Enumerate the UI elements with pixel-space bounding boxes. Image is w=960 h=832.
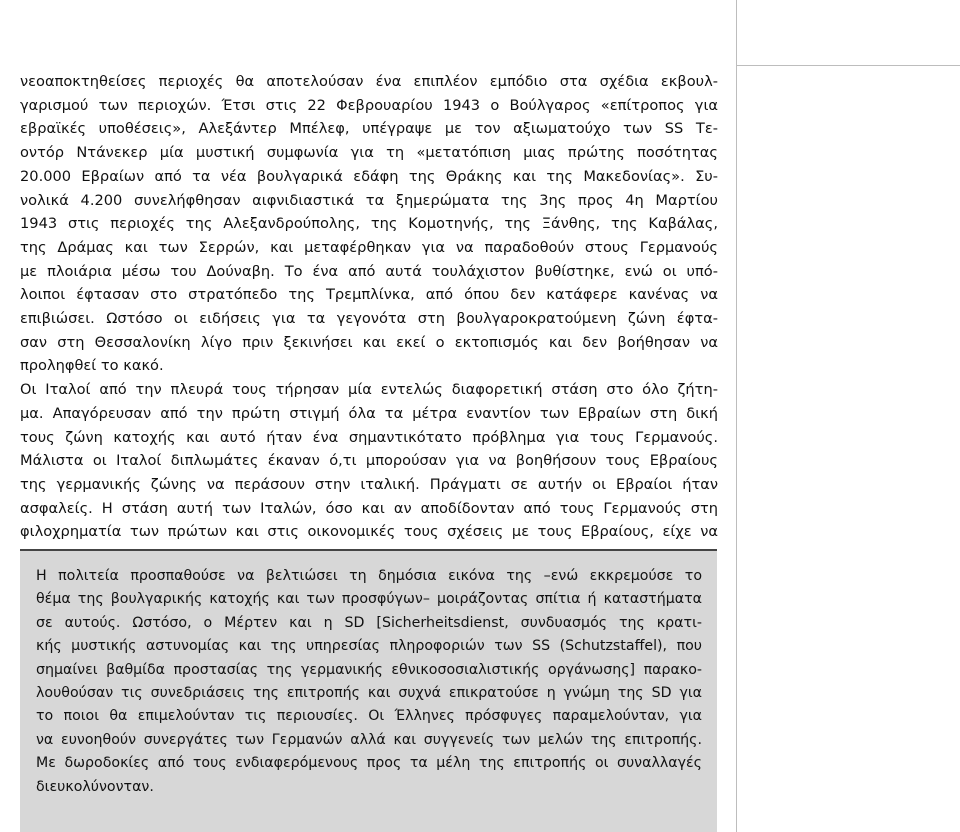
body-line: γαρισμού των περιοχών. Έτσι στις 22 Φεβρουαρίου 1943 ο Βούλγαρος «επίτροπος για	[20, 96, 718, 114]
body-line: 20.000 Εβραίων από τα νέα βουλγαρικά εδάφη της Θράκης και της Μακεδονίας». Συ-	[20, 167, 718, 185]
body-line: λοιποι έφτασαν στο στρατόπεδο της Τρεμπλίνκα, από όπου δεν κατάφερε κανένας να	[20, 286, 718, 304]
body-line: οντόρ Ντάνεκερ μία μυστική συμφωνία για τη «μετατόπιση μιας πρώτης ποσότητας	[20, 144, 718, 162]
box-line: διευκολύνονταν.	[36, 778, 154, 795]
body-line: με πλοιάρια μέσω του Δούναβη. Το ένα από αυτά τουλάχιστον βυθίστηκε, ενώ οι υπό-	[20, 262, 718, 280]
body-line: μα. Απαγόρευσαν από την πρώτη στιγμή όλα τα μέτρα εναντίον των Εβραίων στη δική	[20, 404, 718, 422]
body-line: σαν στη Θεσσαλονίκη λίγο πριν ξεκινήσει και εκεί ο εκτοπισμός και δεν βοήθησαν να	[20, 333, 718, 351]
sidebar-box-text	[36, 565, 702, 799]
body-line: 1943 στις περιοχές της Αλεξανδρούπολης, της Κομοτηνής, της Ξάνθης, της Καβάλας,	[20, 215, 718, 233]
box-line: το ποιοι θα επιμελούνταν τις περιουσίες. Οι Έλληνες πρόσφυγες παραμελούνταν, για	[36, 708, 702, 725]
body-line: επιβιώσει. Ωστόσο οι ειδήσεις για τα γεγονότα στη βουλγαροκρατούμενη ζώνη έφτα-	[20, 310, 718, 328]
body-line: νεοαποκτηθείσες περιοχές θα αποτελούσαν ένα επιπλέον εμπόδιο στα σχέδια εκβουλ-	[20, 73, 718, 90]
body-line: της Δράμας και των Σερρών, και μεταφέρθηκαν για να παραδοθούν στους Γερμανούς	[20, 238, 718, 256]
body-text	[20, 70, 718, 544]
box-line: σε αυτούς. Ωστόσο, ο Μέρτεν και η SD [Sicherheitsdienst, συνδυασμός της κρατι-	[36, 614, 702, 631]
margin-rule-vertical	[736, 0, 737, 832]
box-line: θέμα της βουλγαρικής κατοχής και των προσφύγων– μοιράζοντας σπίτια ή καταστήματα	[36, 591, 702, 608]
box-line: κής μυστικής αστυνομίας και της υπηρεσίας πληροφοριών των SS (Schutzstaffel), που	[36, 638, 702, 655]
margin-rule-horizontal	[736, 65, 960, 66]
body-line: εβραϊκές υποθέσεις», Αλεξάντερ Μπέλεφ, υπέγραψε με τον αξιωματούχο των SS Τε-	[20, 120, 718, 138]
box-line: Η πολιτεία προσπαθούσε να βελτιώσει τη δημόσια εικόνα της –ενώ εκκρεμούσε το	[36, 568, 702, 584]
body-line: Μάλιστα οι Ιταλοί διπλωμάτες έκαναν ό,τι μπορούσαν για να βοηθήσουν τους Εβραίους	[20, 452, 718, 470]
box-line: να ευνοηθούν συνεργάτες των Γερμανών αλλά και συγγενείς των μελών της επιτροπής.	[36, 731, 702, 748]
body-line: προληφθεί το κακό.	[20, 357, 164, 375]
box-line: Με δωροδοκίες από τους ενδιαφερόμενους προς τα μέλη της επιτροπής οι συναλλαγές	[36, 755, 702, 772]
body-line: ασφαλείς. Η στάση αυτή των Ιταλών, όσο και αν αποδίδονταν από τους Γερμανούς στη	[20, 499, 718, 517]
box-line: λουθούσαν τις συνεδριάσεις της επιτροπής και συχνά επικρατούσε η γνώμη της SD για	[36, 685, 702, 702]
body-line: τους ζώνη κατοχής και αυτό ήταν ένα σημαντικότατο πρόβλημα για τους Γερμανούς.	[20, 428, 718, 446]
body-line: νολικά 4.200 συνελήφθησαν αιφνιδιαστικά τα ξημερώματα της 3ης προς 4η Μαρτίου	[20, 191, 718, 209]
body-line: φιλοχρηματία των πρώτων και στις οικονομικές τους σχέσεις με τους Εβραίους, είχε να	[20, 523, 718, 541]
body-line: Οι Ιταλοί από την πλευρά τους τήρησαν μία εντελώς διαφορετική στάση στο όλο ζήτη-	[20, 381, 718, 399]
box-line: σημαίνει βαθμίδα προστασίας της γερμανικής εθνικοσοσιαλιστικής οργάνωσης] παρακο-	[36, 661, 702, 678]
body-line: της γερμανικής ζώνης να περάσουν στην ιταλική. Πράγματι σε αυτήν οι Εβραίοι ήταν	[20, 475, 718, 493]
